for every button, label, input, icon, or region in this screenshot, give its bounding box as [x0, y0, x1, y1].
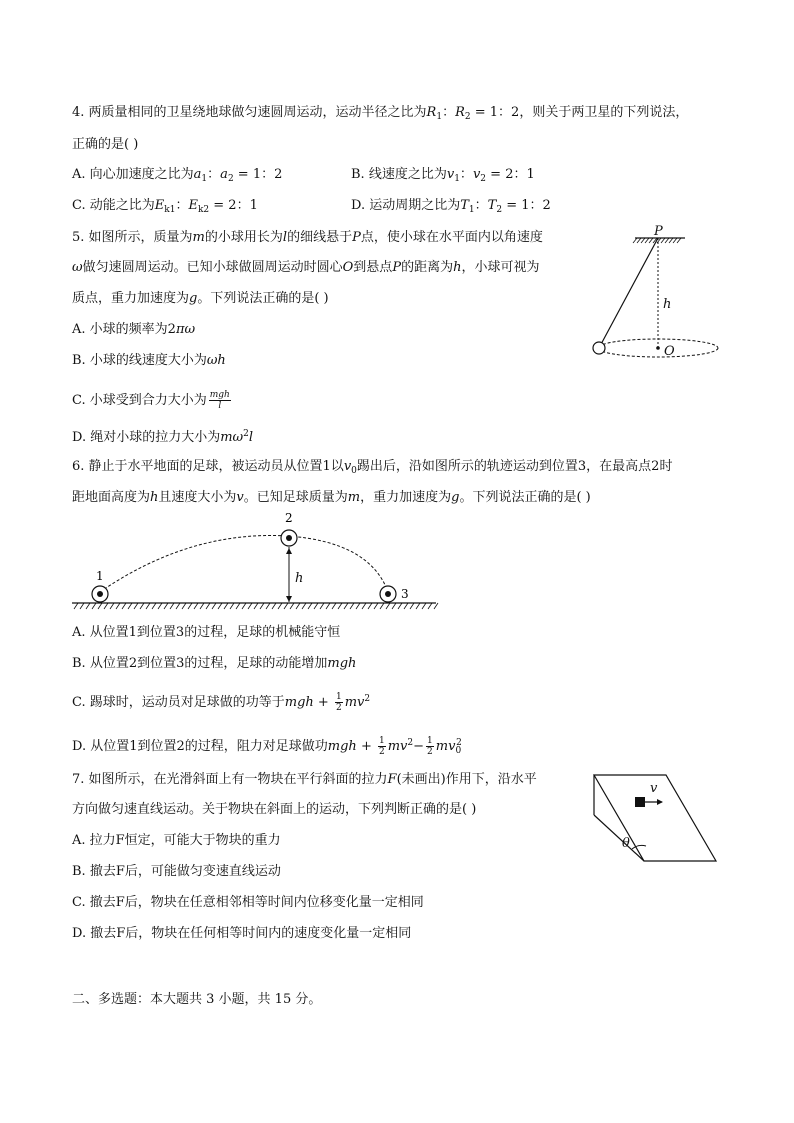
q6-option-d: D. 从位置1到位置2的过程，阻力对足球做功mgh + $\frac{1}{2}$ $mv^2-$ $\frac{1}{2}$ $mv_0^2$ — [72, 736, 462, 757]
q6-stem-line2: 距地面高度为h且速度大小为v。已知足球质量为m，重力加速度为g。下列说法正确的是( ) — [72, 490, 591, 505]
ground-hatch — [110, 603, 114, 609]
q4-stem-line2: 正确的是( ) — [72, 137, 139, 152]
ground-hatch — [248, 603, 252, 609]
ground-hatch — [272, 603, 276, 609]
q4-stem-line1: 4. 两质量相同的卫星绕地球做匀速圆周运动，运动半径之比为$R_1$：$R_2 = 1$：2，则关于两卫星的下列说法， — [72, 105, 689, 122]
label-p: P — [654, 224, 663, 239]
ground-hatch — [326, 603, 330, 609]
ground-hatch — [140, 603, 144, 609]
ground-hatch — [260, 603, 264, 609]
ground-hatch — [404, 603, 408, 609]
ground-hatch — [380, 603, 384, 609]
label-1: 1 — [96, 569, 104, 583]
ground-hatch — [314, 603, 318, 609]
q7-option-c: C. 撤去F后，物块在任意相邻相等时间内位移变化量一定相同 — [72, 895, 424, 910]
q5-option-c: C. 小球受到合力大小为 $\frac{\text{mgh}}{l}$ — [72, 390, 230, 411]
ground-hatch — [212, 603, 216, 609]
ground-hatch — [266, 603, 270, 609]
ground-hatch — [116, 603, 120, 609]
ground-hatch — [422, 603, 426, 609]
q5-stem-line1: 5. 如图所示，质量为m的小球用长为l的细线悬于P点，使小球在水平面内以角速度 — [72, 230, 543, 245]
label-3: 3 — [401, 587, 409, 601]
ground-hatch — [398, 603, 402, 609]
ground-hatch — [152, 603, 156, 609]
ground-hatch — [308, 603, 312, 609]
label-o: O — [664, 344, 675, 359]
label-v: v — [650, 781, 658, 796]
ground-hatch — [236, 603, 240, 609]
q7-stem-line1: 7. 如图所示，在光滑斜面上有一物块在平行斜面的拉力F(未画出)作用下，沿水平 — [72, 772, 537, 787]
q5-pendulum-figure — [585, 225, 725, 365]
ground-hatch — [170, 603, 174, 609]
q7-incline-figure — [592, 770, 722, 865]
q7-stem-line2: 方向做匀速直线运动。关于物块在斜面上的运动，下列判断正确的是( ) — [72, 802, 477, 817]
ground-hatch — [86, 603, 90, 609]
ground-hatch — [242, 603, 246, 609]
q6-option-c: C. 踢球时，运动员对足球做的功等于mgh + $\frac{1}{2}$ $mv^2$ — [72, 692, 371, 713]
ground-hatch — [146, 603, 150, 609]
q4-option-c: C. 动能之比为$E_{k1}$：$E_{k2} = 2$：1 — [72, 198, 258, 215]
q5-stem-line2: ω做匀速圆周运动。已知小球做圆周运动时圆心O到悬点P的距离为h，小球可视为 — [72, 260, 540, 275]
ground-hatch — [338, 603, 342, 609]
q7-option-d: D. 撤去F后，物块在任何相等时间内的速度变化量一定相同 — [72, 926, 412, 941]
ground-hatch — [302, 603, 306, 609]
ground-hatch — [80, 603, 84, 609]
ground-hatch — [254, 603, 258, 609]
ground-hatch — [200, 603, 204, 609]
q7-option-a: A. 拉力F恒定，可能大于物块的重力 — [72, 833, 281, 848]
ground-hatch — [224, 603, 228, 609]
ground-hatch — [392, 603, 396, 609]
ground-hatch — [92, 603, 96, 609]
ground-hatch — [332, 603, 336, 609]
ground-hatch — [74, 603, 78, 609]
ground-hatch — [416, 603, 420, 609]
ground-hatch — [428, 603, 432, 609]
ground-hatch — [122, 603, 126, 609]
ground-hatch — [164, 603, 168, 609]
q6-trajectory-figure — [70, 510, 440, 610]
q6-stem-line1: 6. 静止于水平地面的足球，被运动员从位置1以$v_0$踢出后，沿如图所示的轨迹运动到位置3，在最高点2时 — [72, 459, 673, 476]
label-h: h — [663, 297, 672, 312]
ground-hatch — [368, 603, 372, 609]
ground-hatch — [320, 603, 324, 609]
q5-stem-line3: 质点，重力加速度为g。下列说法正确的是( ) — [72, 291, 329, 306]
ground-hatch — [188, 603, 192, 609]
ground-hatch — [284, 603, 288, 609]
ground-hatch — [98, 603, 102, 609]
ground-hatch — [176, 603, 180, 609]
ground-hatch — [206, 603, 210, 609]
label-h: h — [295, 571, 304, 586]
q4-option-a: A. 向心加速度之比为$a_1$：$a_2 = 1$：2 — [72, 167, 283, 184]
ground-hatch — [230, 603, 234, 609]
ground-hatch — [290, 603, 294, 609]
q4-option-d: D. 运动周期之比为$T_1$：$T_2 = 1$：2 — [351, 198, 551, 215]
ground-hatch — [104, 603, 108, 609]
q7-option-b: B. 撤去F后，可能做匀变速直线运动 — [72, 864, 281, 879]
ground-hatch — [362, 603, 366, 609]
ground-hatch — [182, 603, 186, 609]
q6-option-b: B. 从位置2到位置3的过程，足球的动能增加mgh — [72, 656, 357, 671]
q5-option-b: B. 小球的线速度大小为ωh — [72, 353, 226, 368]
ground-hatch — [374, 603, 378, 609]
section-2-heading: 二、多选题：本大题共 3 小题，共 15 分。 — [72, 992, 322, 1007]
ground-hatch — [410, 603, 414, 609]
q5-option-d: D. 绳对小球的拉力大小为$m\omega^2l$ — [72, 429, 254, 445]
ground-hatch — [158, 603, 162, 609]
ground-hatch — [386, 603, 390, 609]
ground-hatch — [344, 603, 348, 609]
ground-hatch — [218, 603, 222, 609]
q5-option-a: A. 小球的频率为2πω — [72, 322, 196, 337]
ground-hatch — [278, 603, 282, 609]
q4-option-b: B. 线速度之比为$v_1$：$v_2 = 2$：1 — [351, 167, 535, 184]
ground-hatch — [434, 603, 438, 609]
ground-hatch — [134, 603, 138, 609]
ground-hatch — [194, 603, 198, 609]
label-2: 2 — [285, 511, 293, 525]
ground-hatch — [296, 603, 300, 609]
ground-hatch — [350, 603, 354, 609]
ground-hatch — [356, 603, 360, 609]
q6-option-a: A. 从位置1到位置3的过程，足球的机械能守恒 — [72, 625, 341, 640]
ground-hatch — [128, 603, 132, 609]
label-theta: θ — [622, 836, 630, 851]
